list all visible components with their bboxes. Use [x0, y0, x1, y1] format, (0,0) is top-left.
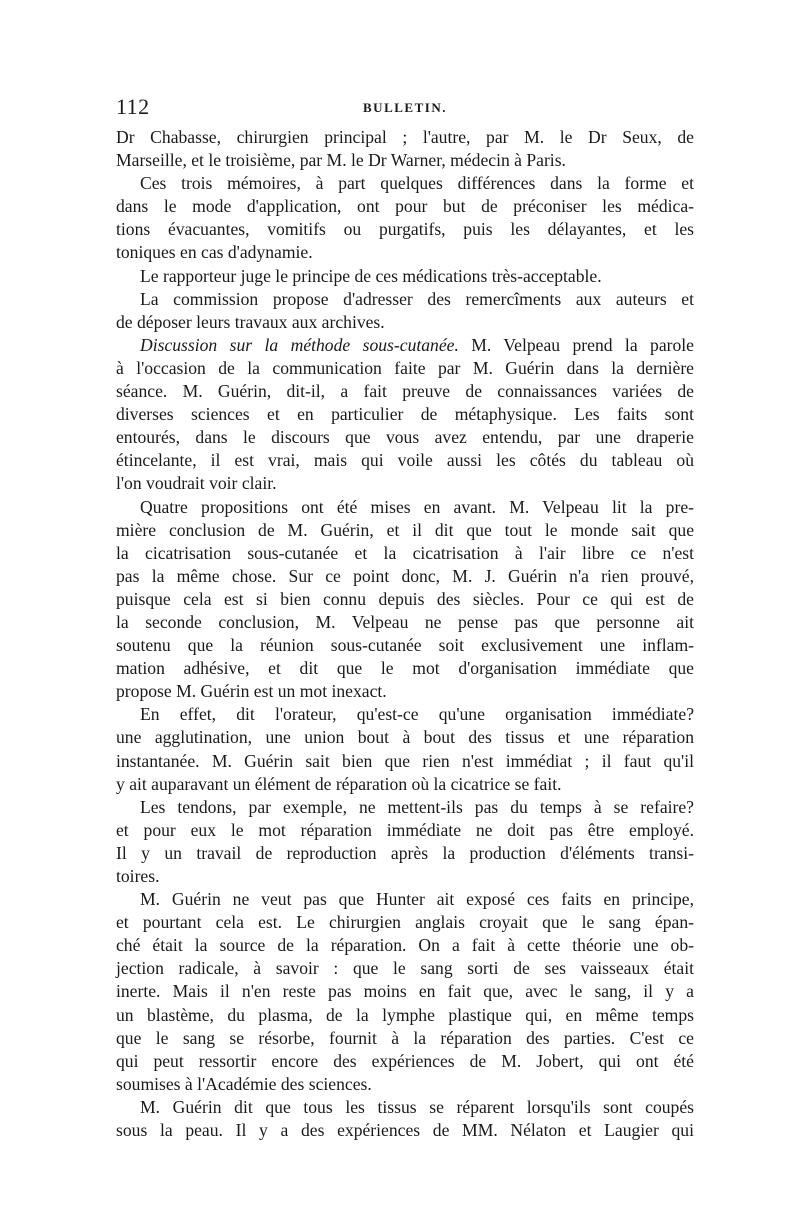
text-line: sous la peau. Il y a des expériences de MM. Nélaton et Laugier qui — [116, 1120, 694, 1141]
text-line: mation adhésive, et dit que le mot d'organisation immédiate que — [116, 658, 694, 679]
text-line: puisque cela est si bien connu depuis des siècles. Pour ce qui est de — [116, 588, 694, 609]
italic-heading: Discussion sur la méthode sous-cutanée. — [140, 334, 459, 355]
text-line: diverses sciences et en particulier de métaphysique. Les faits sont — [116, 404, 694, 425]
text-line: Il y un travail de reproduction après la production d'éléments transi- — [116, 842, 694, 863]
text-line: y ait auparavant un élément de réparation où la cicatrice se fait. — [116, 773, 562, 794]
text-line: un blastème, du plasma, de la lymphe plastique qui, en même temps — [116, 1004, 694, 1025]
text-line: jection radicale, à savoir : que le sang sorti de ses vaisseaux était — [116, 958, 694, 979]
page-number: 112 — [116, 94, 150, 119]
paragraph — [116, 288, 694, 334]
paragraph — [116, 334, 694, 496]
text-line: Les tendons, par exemple, ne mettent-ils pas du temps à se refaire? — [140, 796, 694, 817]
text-line: soutenu que la réunion sous-cutanée soit exclusivement une inflam- — [116, 635, 694, 656]
text-line: instantanée. M. Guérin sait bien que rien n'est immédiat ; il faut qu'il — [116, 750, 694, 771]
text-line: M. Guérin dit que tous les tissus se réparent lorsqu'ils sont coupés — [140, 1096, 694, 1117]
running-head: BULLETIN. — [363, 100, 447, 115]
paragraph — [116, 172, 694, 264]
text-line: la cicatrisation sous-cutanée et la cicatrisation à l'air libre ce n'est — [116, 542, 694, 563]
text-line: mière conclusion de M. Guérin, et il dit que tout le monde sait que — [116, 519, 694, 540]
text-line: Ces trois mémoires, à part quelques différences dans la forme et — [140, 173, 694, 194]
text-line: Marseille, et le troisième, par M. le Dr Warner, médecin à Paris. — [116, 150, 566, 171]
text-line: séance. M. Guérin, dit-il, a fait preuve de connaissances variées de — [116, 381, 694, 402]
text-line: Quatre propositions ont été mises en avant. M. Velpeau lit la pre- — [140, 496, 694, 517]
text-line: Le rapporteur juge le principe de ces médications très-acceptable. — [140, 265, 602, 286]
paragraph — [116, 888, 694, 1096]
text-line: soumises à l'Académie des sciences. — [116, 1073, 372, 1094]
text-line: étincelante, il est vrai, mais qui voile aussi les côtés du tableau où — [116, 450, 694, 471]
text-line: la seconde conclusion, M. Velpeau ne pense pas que personne ait — [116, 611, 694, 632]
body-text — [116, 126, 694, 1142]
text-line: propose M. Guérin est un mot inexact. — [116, 681, 387, 702]
text-line: tions évacuantes, vomitifs ou purgatifs, puis les délayantes, et les — [116, 219, 694, 240]
text-line: qui peut ressortir encore des expériences de M. Jobert, qui ont été — [116, 1050, 694, 1071]
text-line — [116, 334, 694, 357]
text-line: pas la même chose. Sur ce point donc, M. J. Guérin n'a rien prouvé, — [116, 565, 694, 586]
text-line: l'on voudrait voir clair. — [116, 473, 277, 494]
text-line: toires. — [116, 866, 160, 886]
text-line: inerte. Mais il n'en reste pas moins en fait que, avec le sang, il y a — [116, 981, 694, 1002]
text-line: une agglutination, une union bout à bout des tissus et une réparation — [116, 727, 694, 748]
paragraph — [116, 265, 694, 288]
text-line: dans le mode d'application, ont pour but de préconiser les médica- — [116, 196, 694, 217]
text-line: La commission propose d'adresser des remercîments aux auteurs et — [140, 288, 694, 309]
paragraph — [116, 126, 694, 172]
text-line: toniques en cas d'adynamie. — [116, 242, 313, 263]
paragraph — [116, 796, 694, 888]
line-text: M. Velpeau prend la parole — [458, 334, 694, 355]
paragraph — [116, 496, 694, 704]
page-header — [116, 94, 694, 124]
text-line: à l'occasion de la communication faite par M. Guérin dans la dernière — [116, 357, 694, 378]
text-line: que le sang se résorbe, fournit à la réparation des parties. C'est ce — [116, 1027, 694, 1048]
paragraph — [116, 703, 694, 795]
paragraph — [116, 1096, 694, 1142]
text-line: entourés, dans le discours que vous avez entendu, par une draperie — [116, 427, 694, 448]
text-line: de déposer leurs travaux aux archives. — [116, 311, 385, 332]
text-line: Dr Chabasse, chirurgien principal ; l'autre, par M. le Dr Seux, de — [116, 127, 694, 147]
text-line: et pourtant cela est. Le chirurgien anglais croyait que le sang épan- — [116, 912, 694, 933]
text-line: et pour eux le mot réparation immédiate ne doit pas être employé. — [116, 819, 694, 840]
text-line: ché était la source de la réparation. On a fait à cette théorie une ob- — [116, 935, 694, 956]
text-line: M. Guérin ne veut pas que Hunter ait exposé ces faits en principe, — [140, 889, 694, 910]
text-line: En effet, dit l'orateur, qu'est-ce qu'une organisation immédiate? — [140, 704, 694, 725]
